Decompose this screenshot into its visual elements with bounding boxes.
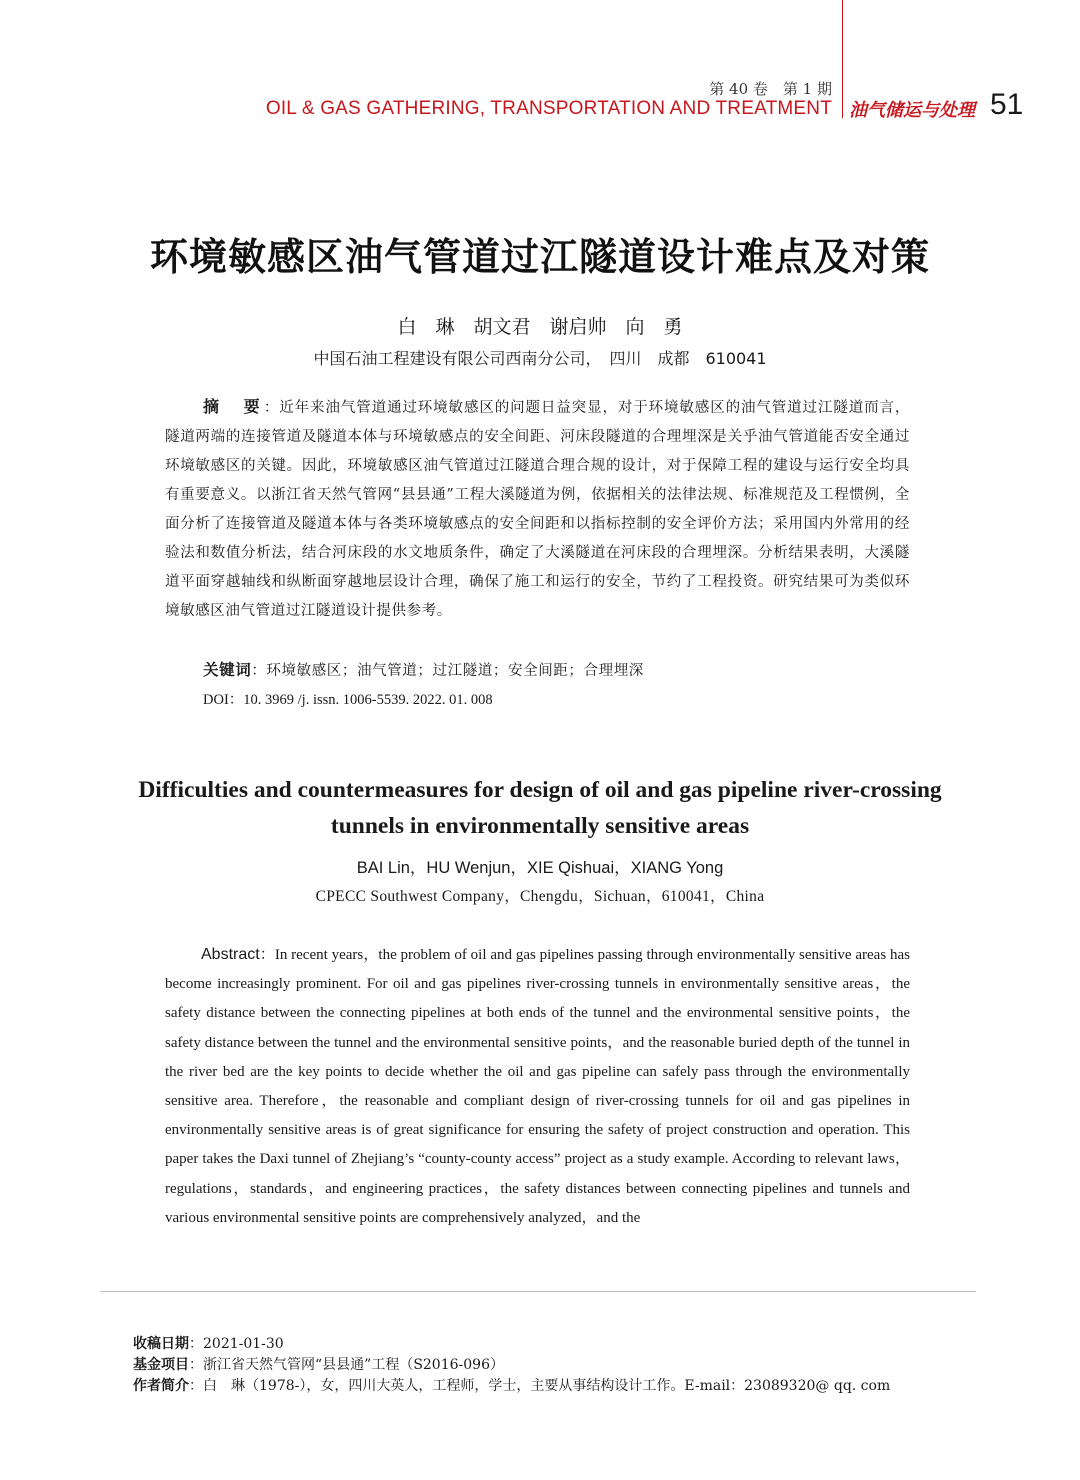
affiliation-cn: 中国石油工程建设有限公司西南分公司， 四川 成都 610041 (313, 349, 767, 368)
issue-info: 第 40 卷 第 1 期 (709, 80, 832, 98)
abstract-cn-label: 摘 要 (203, 397, 264, 416)
page-number: 51 (990, 88, 1024, 121)
footnote-received (133, 1333, 284, 1353)
paper-title-en (0, 772, 1080, 844)
keywords-cn-text: ：环境敏感区；油气管道；过江隧道；安全间距；合理埋深 (251, 663, 644, 679)
footnote-fund-label: 基金项目 (133, 1357, 189, 1373)
footnote-author (133, 1375, 890, 1395)
journal-name-cn: 油气储运与处理 (849, 100, 975, 121)
abstract-en-label: Abstract (201, 946, 260, 963)
footnote-divider (100, 1291, 976, 1292)
affiliation-en: CPECC Southwest Company，Chengdu，Sichuan，610041，China (315, 888, 765, 905)
keywords-cn (203, 658, 644, 680)
footnote-received-value: ：2021-01-30 (189, 1336, 284, 1352)
paper-title-en-line1: Difficulties and countermeasures for design of oil and gas pipeline river-crossing (138, 777, 942, 803)
footnote-received-label: 收稿日期 (133, 1336, 189, 1352)
abstract-en (165, 940, 910, 1233)
journal-name-en: OIL & GAS GATHERING, TRANSPORTATION AND TREATMENT (265, 98, 832, 119)
abstract-en-text: ：In recent years，the problem of oil and gas pipelines passing through environmentally sensitive areas has become increasingly prominent. For oil and gas pipelines river-crossing tunnels in environmentally sensitive areas，the safety distance between the connecting pipelines at both ends of the tunnel and the environmental sensitive points，the safety distance between the tunnel and the environmental sensitive points，and the reasonable buried depth of the tunnel in the river bed are the key points to decide whether the oil and gas pipeline can safely pass through the environmentally sensitive area. Therefore，the reasonable and compliant design of river-crossing tunnels for oil and gas pipelines in environmentally sensitive areas is of great significance for ensuring the safety of project construction and operation. This paper takes the Daxi tunnel of Zhejiang’s “county-county access” project as a study example. According to relevant laws，regulations，standards，and engineering practices，the safety distances between connecting pipelines and tunnels and various environmental sensitive points are comprehensively analyzed，and the (165, 947, 910, 1226)
footnote-author-value: ：白 琳（1978-），女，四川大英人，工程师，学士，主要从事结构设计工作。E-mail：23089320@ qq. com (189, 1378, 891, 1394)
paper-title-cn: 环境敏感区油气管道过江隧道设计难点及对策 (149, 234, 930, 279)
footnote-author-label: 作者简介 (133, 1378, 189, 1394)
doi: DOI：10. 3969 /j. issn. 1006-5539. 2022. 01. 008 (203, 692, 493, 708)
paper-title-en-line2: tunnels in environmentally sensitive areas (330, 813, 750, 839)
authors-cn: 白 琳 胡文君 谢启帅 向 勇 (397, 316, 683, 338)
footnote-fund-value: ：浙江省天然气管网“县县通”工程（S2016-096） (189, 1357, 504, 1373)
abstract-cn-text: ：近年来油气管道通过环境敏感区的问题日益突显，对于环境敏感区的油气管道过江隧道而言，隧道两端的连接管道及隧道本体与环境敏感点的安全间距、河床段隧道的合理埋深是关乎油气管道能否安全通过环境敏感区的关键。因此，环境敏感区油气管道过江隧道合理合规的设计，对于保障工程的建设与运行安全均具有重要意义。以浙江省天然气管网“县县通”工程大溪隧道为例，依据相关的法律法规、标准规范及工程惯例，全面分析了连接管道及隧道本体与各类环境敏感点的安全间距和以指标控制的安全评价方法；采用国内外常用的经验法和数值分析法，结合河床段的水文地质条件，确定了大溪隧道在河床段的合理埋深。分析结果表明，大溪隧道平面穿越轴线和纵断面穿越地层设计合理，确保了施工和运行的安全，节约了工程投资。研究结果可为类似环境敏感区油气管道过江隧道设计提供参考。 (165, 400, 910, 619)
header-divider-line (842, 0, 843, 118)
authors-en: BAI Lin，HU Wenjun，XIE Qishuai，XIANG Yong (356, 859, 724, 877)
abstract-cn (165, 392, 910, 626)
keywords-cn-label: 关键词 (203, 661, 252, 679)
footnote-fund (133, 1354, 504, 1374)
